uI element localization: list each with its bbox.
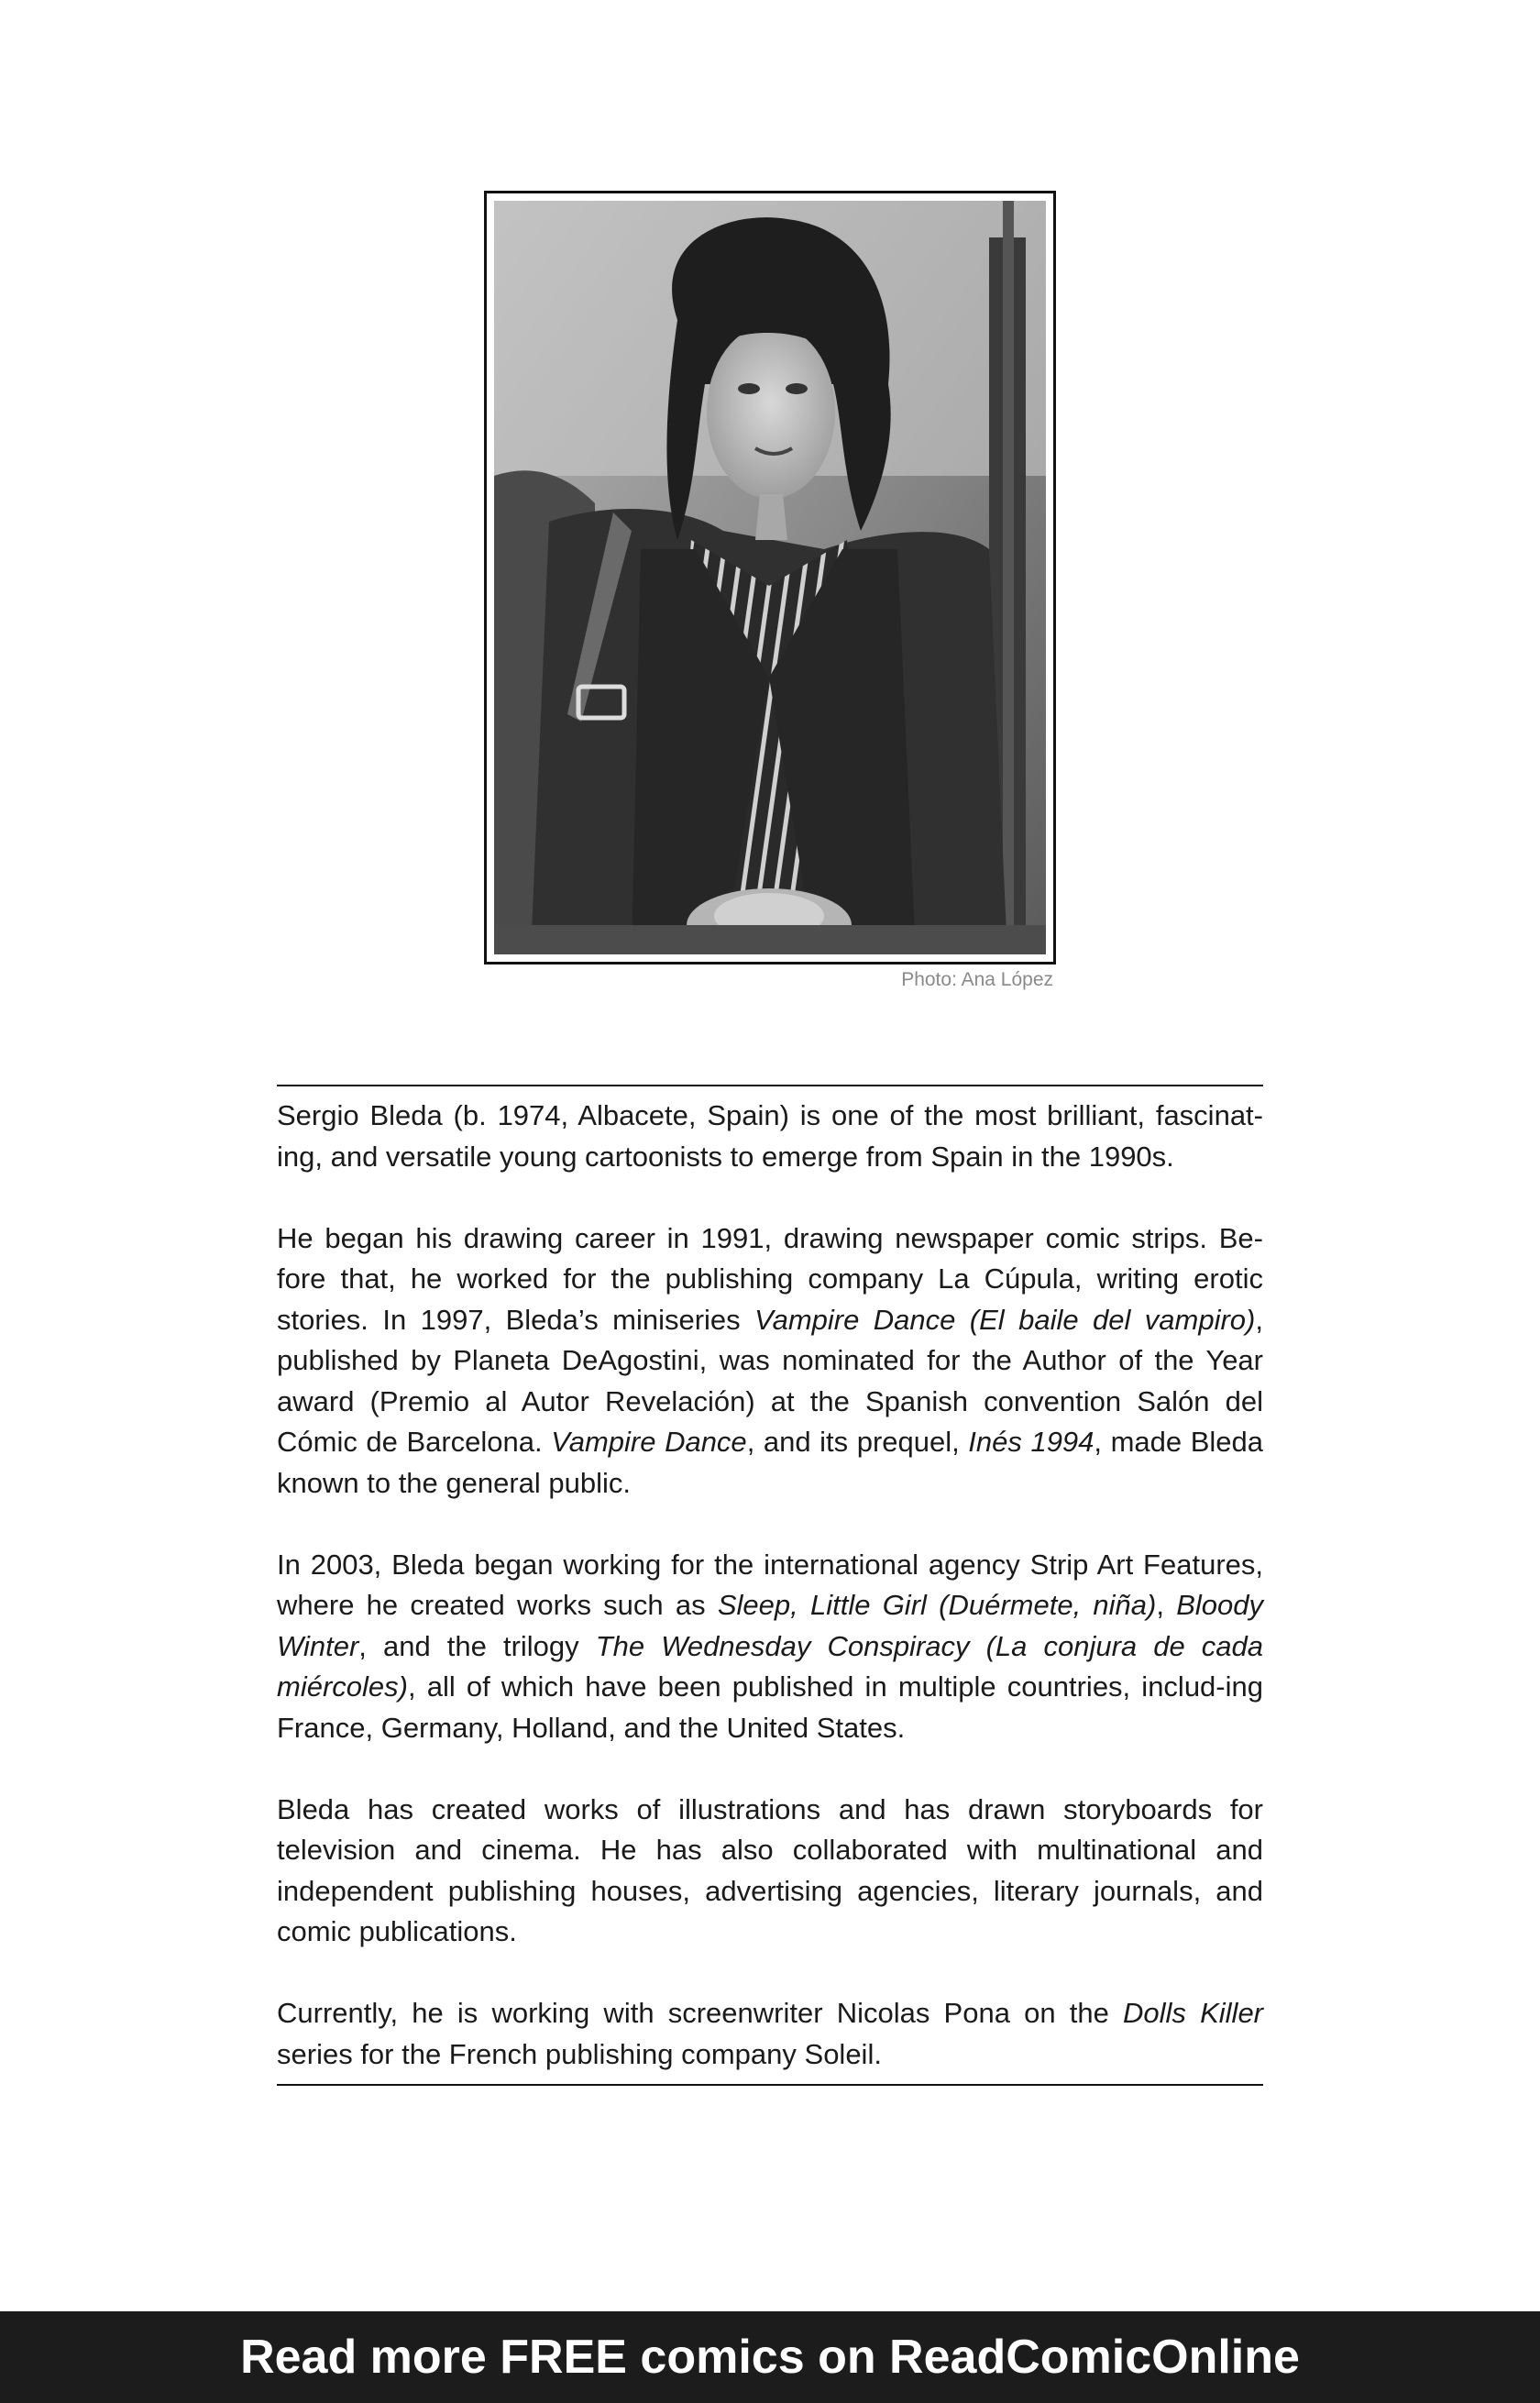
bio-text: , published by Planeta DeAgostini, was nominated for the Author of the Year award (Premio al Autor Revelación) at the Spanish convention Salón del Cómic de Barcelona. bbox=[277, 1303, 1263, 1458]
book-title: Vampire Dance (El baile del vampiro) bbox=[754, 1303, 1256, 1336]
bio-paragraph-5 bbox=[277, 1993, 1263, 2075]
photo-credit: Photo: Ana López bbox=[901, 969, 1053, 990]
bio-text: Currently, he is working with screenwriter Nicolas Pona on the bbox=[277, 1997, 1124, 2029]
book-title: Vampire Dance bbox=[551, 1426, 747, 1458]
bio-text: series for the French publishing company Soleil. bbox=[277, 2037, 882, 2070]
bio-paragraph-3 bbox=[277, 1545, 1263, 1749]
bio-text: , made Bleda known to the general public. bbox=[277, 1426, 1263, 1499]
bio-text: He began his drawing career in 1991, drawing newspaper comic strips. Be-fore that, he worked for the publishing company La Cúpula, writing erotic stories. In 1997, Bleda’s miniseries bbox=[277, 1221, 1263, 1336]
author-biography bbox=[277, 1085, 1263, 2086]
bio-text: , and the trilogy bbox=[358, 1629, 596, 1662]
read-more-link[interactable]: Read more FREE comics on ReadComicOnline bbox=[240, 2331, 1300, 2384]
bio-text: In 2003, Bleda began working for the international agency Strip Art Features, where he created works such as bbox=[277, 1548, 1263, 1621]
bio-text: , and its prequel, bbox=[746, 1426, 969, 1458]
book-title: The Wednesday Conspiracy (La conjura de cada miércoles) bbox=[277, 1629, 1263, 1703]
book-title: Dolls Killer bbox=[1123, 1997, 1264, 2029]
author-photo-frame bbox=[484, 191, 1056, 965]
bio-text: , all of which have been published in multiple countries, includ-ing France, Germany, Holland, and the United States. bbox=[277, 1670, 1263, 1744]
footer-banner bbox=[0, 2311, 1540, 2403]
author-photo bbox=[494, 201, 1046, 954]
book-title: Inés 1994 bbox=[968, 1426, 1094, 1458]
bio-paragraph-1: Sergio Bleda (b. 1974, Albacete, Spain) is one of the most brilliant, fascinat-ing, and versatile young cartoonists to emerge from Spain in the 1990s. bbox=[277, 1099, 1263, 1173]
book-title: Bloody Winter bbox=[277, 1589, 1263, 1662]
book-title: Sleep, Little Girl (Duérmete, niña) bbox=[717, 1589, 1157, 1621]
bio-paragraph-2 bbox=[277, 1218, 1263, 1505]
bio-paragraph-4: Bleda has created works of illustrations and has drawn storyboards for television and cinema. He has also collaborated with multinational and independent publishing houses, advertising agencies, literary journals, and comic publications. bbox=[277, 1792, 1263, 1947]
bio-text: , bbox=[1156, 1589, 1177, 1621]
